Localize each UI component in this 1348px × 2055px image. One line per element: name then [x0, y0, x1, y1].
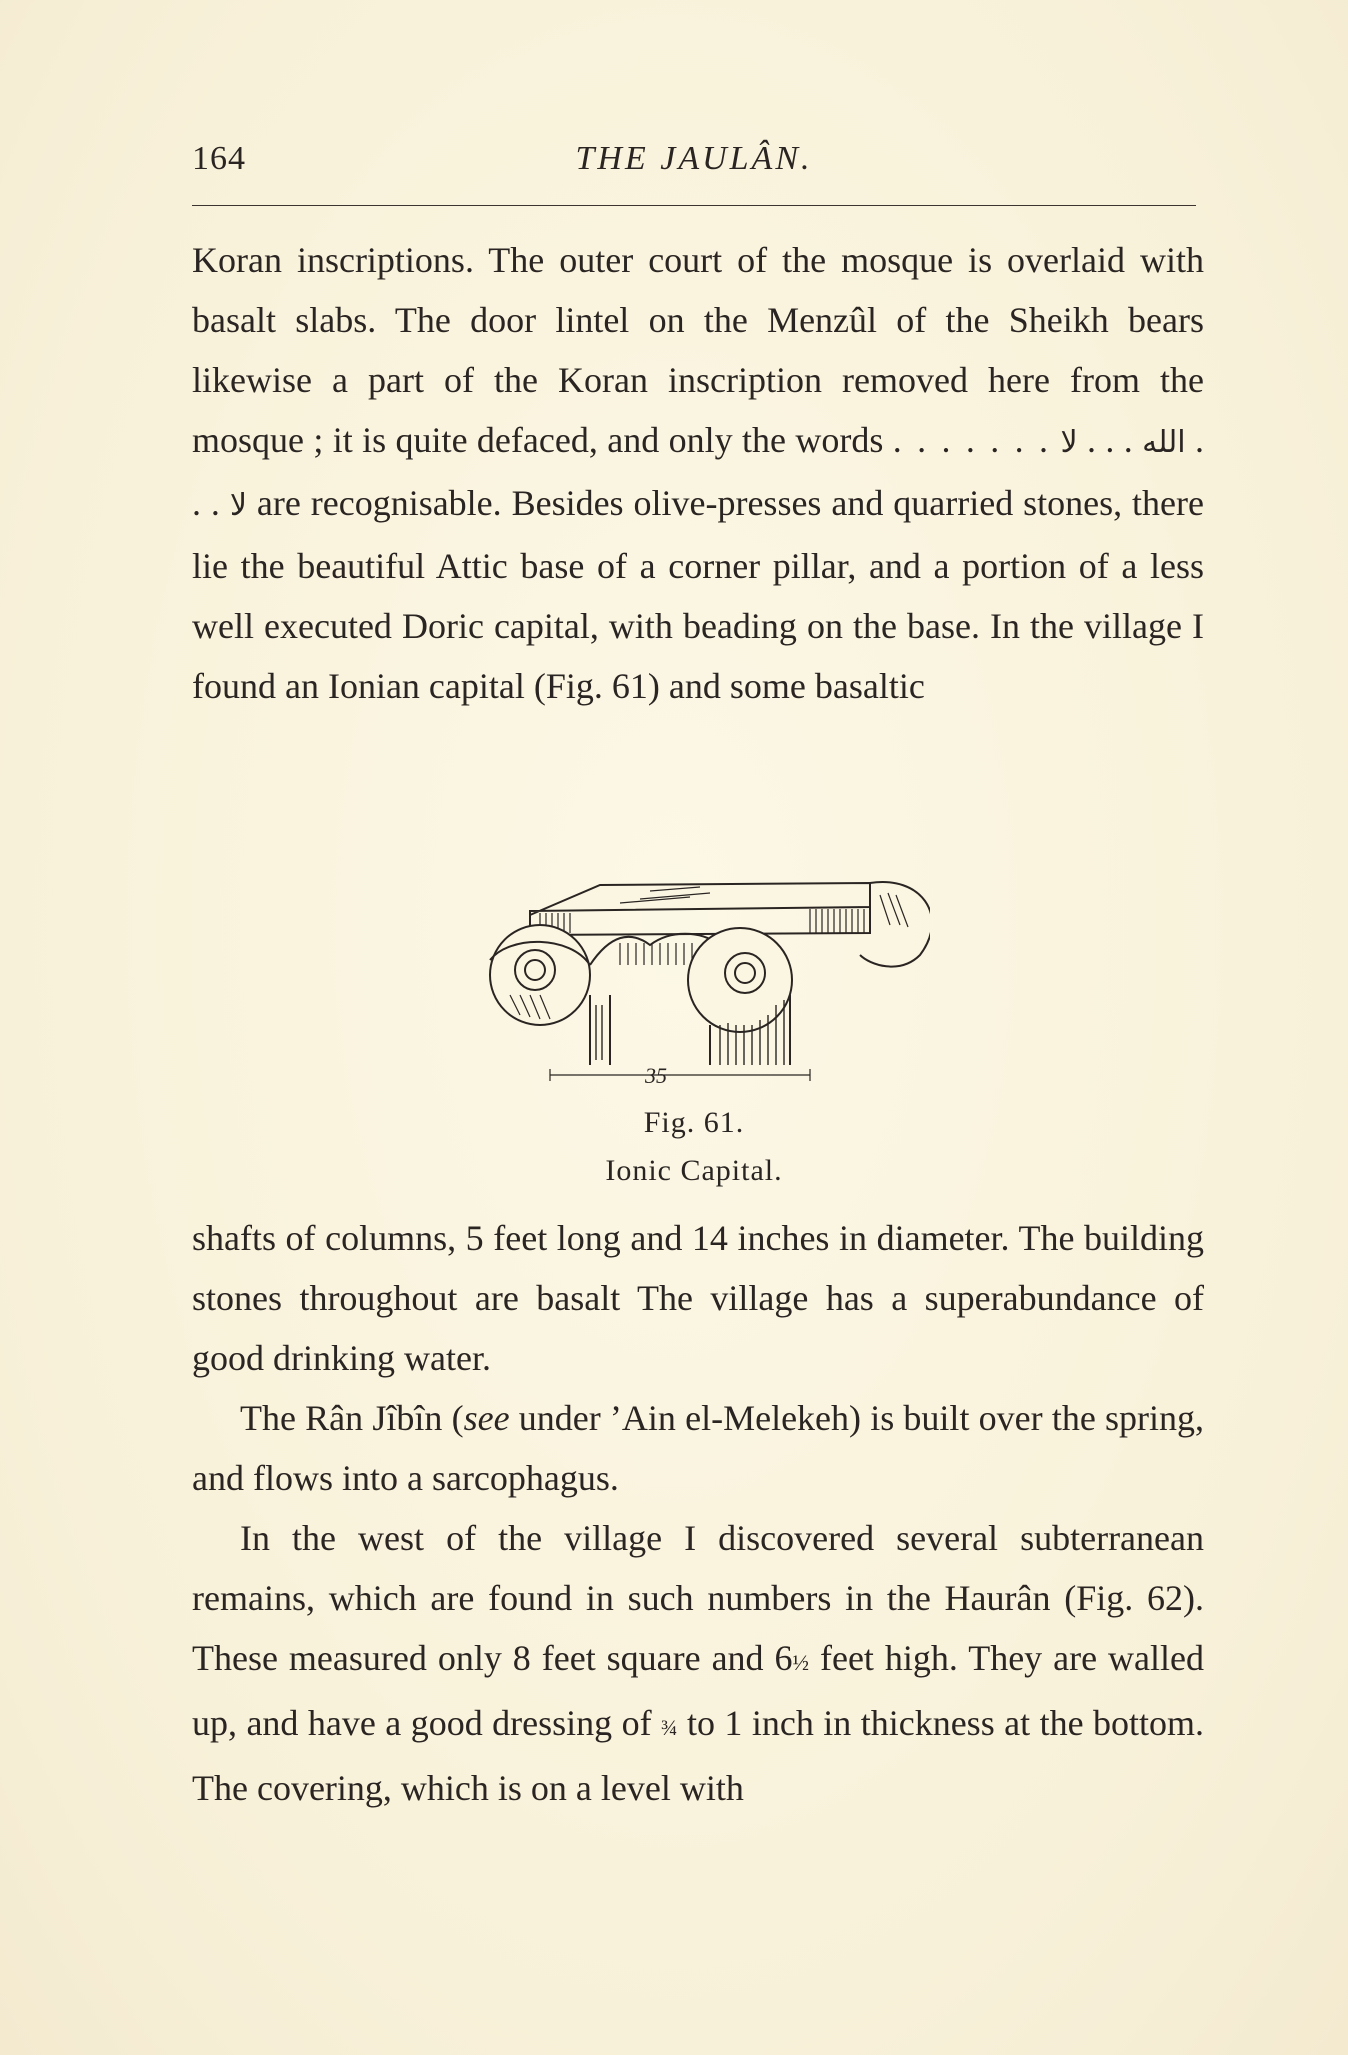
page-number: 164	[192, 140, 246, 177]
paragraph-text: are recognisable. Besides olive-presses and quarried stones, there lie the beautiful Attic base of a corner pillar, and a portion of a less well executed Doric capital, with beading on the base. In the village I found an Ionian capital (Fig. 61) and some basaltic	[192, 483, 1204, 706]
text-block-bottom	[192, 1208, 1204, 1818]
paragraph-text: Koran inscriptions. The outer court of the mosque is overlaid with basalt slabs. The door lintel on the Menzûl of the Sheikh bears likewise a part of the Koran inscription removed here from the mosque ; it is quite defaced, and only the words	[192, 240, 1204, 460]
fraction: ¾	[661, 1715, 678, 1740]
page-header	[192, 140, 1196, 190]
arabic-word: لا	[1060, 425, 1078, 460]
figure-measure-label: 35	[645, 1063, 667, 1088]
paragraph-text: under ’Ain el-Melekeh) is built over the spring, and flows into a sarcophagus.	[192, 1398, 1204, 1498]
paragraph	[192, 230, 1204, 716]
arabic-word: الله	[1142, 425, 1186, 460]
figure-number: Fig. 61.	[643, 1106, 745, 1139]
ionic-capital-illustration	[450, 855, 930, 1095]
paragraph	[192, 1388, 1204, 1508]
paragraph	[192, 1508, 1204, 1818]
paragraph-text: feet high. They are walled up, and have a good dressing of	[192, 1638, 1204, 1743]
figure-title: Ionic Capital.	[605, 1154, 783, 1187]
running-head: THE JAULÂN.	[575, 140, 813, 177]
elision-dots: . . . . . . .	[892, 420, 1052, 460]
elision-dots: . . .	[1086, 420, 1133, 460]
elision-dots: . . .	[192, 420, 1205, 523]
italic-word: see	[463, 1398, 510, 1438]
fraction: ½	[792, 1650, 810, 1675]
paragraph: shafts of columns, 5 feet long and 14 inches in diameter. The building stones throughout are basalt The village has a superabundance of good drinking water.	[192, 1218, 1204, 1378]
arabic-word: لا	[229, 488, 247, 523]
header-rule	[192, 205, 1196, 206]
text-block-top	[192, 230, 1204, 716]
paragraph-text: The Rân Jîbîn (	[240, 1398, 464, 1438]
paragraph-text: to 1 inch in thickness at the bottom. The covering, which is on a level with	[192, 1703, 1205, 1808]
paragraph-text: In the west of the village I discovered several subterranean remains, which are found in such numbers in the Haurân (Fig. 62). These measured only 8 feet square and 6	[192, 1518, 1204, 1678]
